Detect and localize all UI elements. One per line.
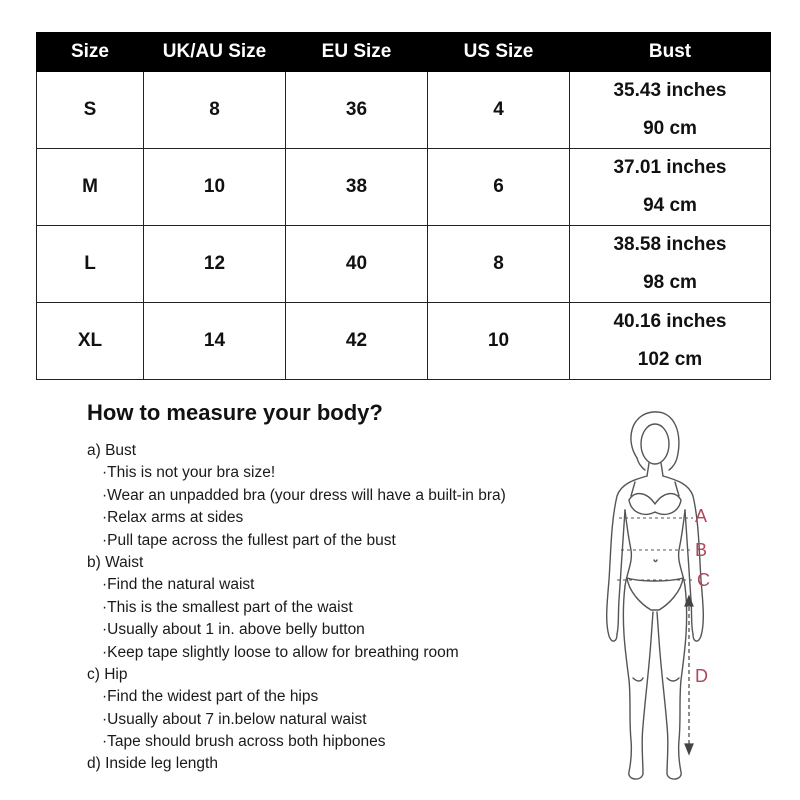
guide-item: ·Wear an unpadded bra (your dress will have a built-in bra) bbox=[102, 486, 506, 504]
cell-eu: 42 bbox=[286, 303, 428, 380]
cell-size: M bbox=[37, 149, 144, 226]
measure-guide-title: How to measure your body? bbox=[87, 400, 383, 425]
label-c: C bbox=[697, 570, 710, 590]
cell-bust bbox=[570, 149, 771, 226]
cell-us: 4 bbox=[428, 72, 570, 149]
bust-cm: 90 cm bbox=[643, 118, 697, 139]
table-header-row bbox=[37, 33, 771, 72]
body-outline-illustration bbox=[585, 400, 785, 790]
table-row bbox=[37, 149, 771, 226]
guide-item: ·Relax arms at sides bbox=[102, 509, 244, 527]
header-eu-size: EU Size bbox=[286, 33, 428, 72]
bust-inches: 37.01 inches bbox=[613, 157, 727, 178]
cell-uk-au: 10 bbox=[144, 149, 286, 226]
size-chart-table bbox=[36, 32, 771, 380]
guide-item: ·Find the widest part of the hips bbox=[102, 688, 319, 706]
cell-us: 8 bbox=[428, 226, 570, 303]
guide-heading-waist: b) Waist bbox=[87, 553, 144, 571]
guide-item: ·Tape should brush across both hipbones bbox=[102, 733, 386, 751]
guide-heading-bust: a) Bust bbox=[87, 442, 137, 459]
guide-item: ·This is not your bra size! bbox=[102, 464, 276, 482]
table-row bbox=[37, 303, 771, 380]
measure-guide-list bbox=[87, 440, 506, 776]
bust-inches: 38.58 inches bbox=[613, 234, 727, 255]
table-row bbox=[37, 72, 771, 149]
header-uk-au-size: UK/AU Size bbox=[144, 33, 286, 72]
header-size: Size bbox=[37, 33, 144, 72]
guide-item: ·Pull tape across the fullest part of the bust bbox=[102, 531, 396, 549]
cell-size: S bbox=[37, 72, 144, 149]
cell-uk-au: 14 bbox=[144, 303, 286, 380]
guide-item: ·Keep tape slightly loose to allow for breathing room bbox=[102, 643, 459, 661]
guide-item: ·Usually about 1 in. above belly button bbox=[102, 621, 365, 639]
cell-us: 10 bbox=[428, 303, 570, 380]
cell-size: L bbox=[37, 226, 144, 303]
bust-inches: 40.16 inches bbox=[613, 311, 727, 332]
table-row bbox=[37, 226, 771, 303]
cell-eu: 38 bbox=[286, 149, 428, 226]
cell-uk-au: 12 bbox=[144, 226, 286, 303]
header-bust: Bust bbox=[570, 33, 771, 72]
guide-item: ·Find the natural waist bbox=[102, 576, 255, 594]
cell-size: XL bbox=[37, 303, 144, 380]
cell-us: 6 bbox=[428, 149, 570, 226]
cell-bust bbox=[570, 72, 771, 149]
guide-heading-hip: c) Hip bbox=[87, 665, 128, 683]
guide-item: ·Usually about 7 in.below natural waist bbox=[102, 710, 367, 728]
body-measurement-figure bbox=[585, 400, 785, 790]
cell-eu: 40 bbox=[286, 226, 428, 303]
cell-bust bbox=[570, 303, 771, 380]
bust-cm: 94 cm bbox=[643, 195, 697, 216]
cell-uk-au: 8 bbox=[144, 72, 286, 149]
guide-heading-inside-leg: d) Inside leg length bbox=[87, 755, 218, 773]
cell-eu: 36 bbox=[286, 72, 428, 149]
header-us-size: US Size bbox=[428, 33, 570, 72]
label-a: A bbox=[695, 506, 708, 526]
guide-item: ·This is the smallest part of the waist bbox=[102, 598, 353, 616]
label-b: B bbox=[695, 540, 708, 560]
bust-cm: 98 cm bbox=[643, 272, 697, 293]
bust-cm: 102 cm bbox=[637, 349, 703, 370]
label-d: D bbox=[695, 666, 708, 686]
bust-inches: 35.43 inches bbox=[613, 80, 727, 101]
cell-bust bbox=[570, 226, 771, 303]
